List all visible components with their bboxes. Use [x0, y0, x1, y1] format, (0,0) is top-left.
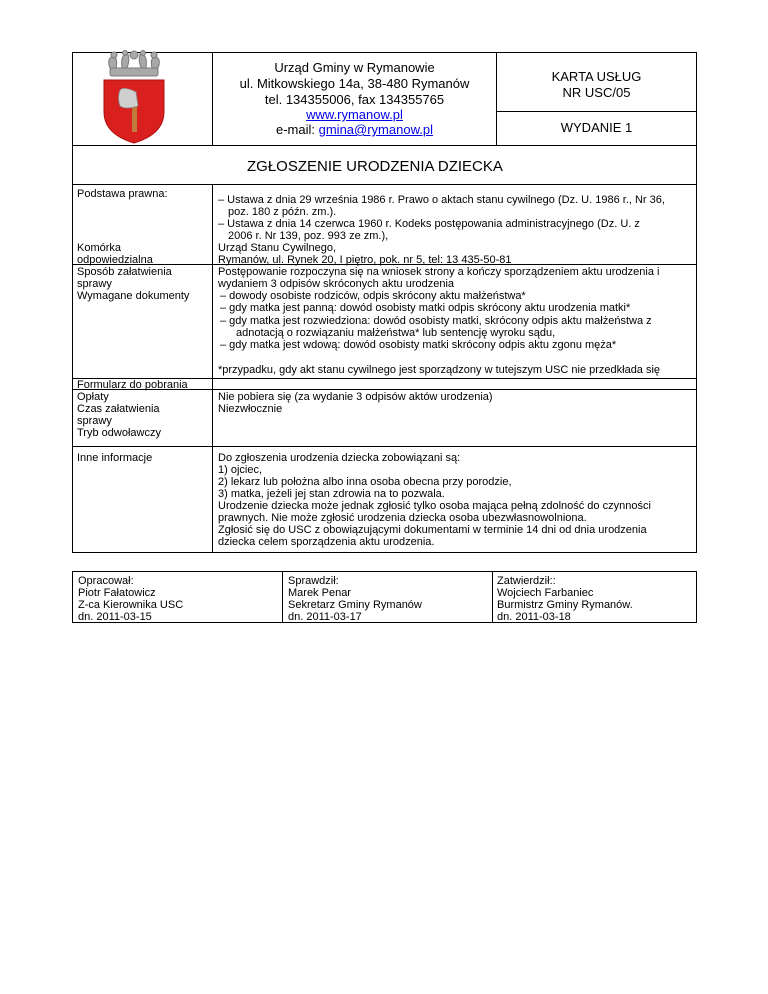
dokumenty-line: – gdy matka jest wdową: dowód osobisty matki skrócony odpis aktu zgonu męża* [220, 339, 617, 351]
label-oplaty: Opłaty [77, 391, 109, 403]
label-podstawa: Podstawa prawna: [77, 188, 168, 200]
office-address: ul. Mitkowskiego 14a, 38-480 Rymanów [239, 76, 470, 91]
podstawa-line: poz. 180 z późn. zm.). [228, 206, 337, 218]
card-number: NR USC/05 [562, 85, 631, 100]
podstawa-line: 2006 r. Nr 139, poz. 993 ze zm.), [228, 230, 389, 242]
czas-value: Niezwłocznie [218, 403, 283, 415]
komorka-line: Rymanów, ul. Rynek 20, I piętro, pok. nr 5, tel: 13 435-50-81 [218, 254, 512, 266]
dokumenty-line: adnotacją o rozwiązaniu małżeństwa* lub sentencję wyroku sądu, [236, 327, 556, 339]
label-dokumenty: Wymagane dokumenty [77, 290, 190, 302]
inne-line: prawnych. Nie może zgłosić urodzenia dziecka osoba ubezwłasnowolniona. [218, 512, 587, 524]
dokumenty-line: – gdy matka jest rozwiedziona: dowód osobisty matki, skrócony odpis aktu małżeństwa z [220, 315, 652, 327]
email-label: e-mail: [276, 122, 319, 137]
inne-line: 1) ojciec, [218, 464, 263, 476]
sig-prepared-name: Piotr Fałatowicz [78, 587, 156, 599]
oplaty-value: Nie pobiera się (za wydanie 3 odpisów aktów urodzenia) [218, 391, 493, 403]
card-title: KARTA USŁUG [551, 69, 642, 84]
inne-line: 2) lekarz lub położna albo inna osoba obecna przy porodzie, [218, 476, 512, 488]
inne-line: 3) matka, jeżeli jej stan zdrowia na to pozwala. [218, 488, 445, 500]
sig-approved-title: Burmistrz Gminy Rymanów. [497, 599, 633, 611]
inne-line: Urodzenie dziecka może jednak zgłosić tylko osoba mająca pełną zdolność do czynności [218, 500, 651, 512]
sig-prepared-date: dn. 2011-03-15 [78, 611, 152, 623]
document-title: ZGŁOSZENIE URODZENIA DZIECKA [247, 158, 503, 175]
website-link[interactable]: www.rymanow.pl [306, 107, 403, 122]
dokumenty-footnote: *przypadku, gdy akt stanu cywilnego jest sporządzony w tutejszym USC nie przedkłada się [218, 364, 661, 376]
dokumenty-line: – gdy matka jest panną: dowód osobisty matki odpis skrócony aktu urodzenia matki* [220, 302, 631, 314]
inne-line: dziecka celem sporządzenia aktu urodzenia. [218, 536, 435, 548]
edition-label: WYDANIE 1 [560, 120, 633, 135]
sposob-line: Postępowanie rozpoczyna się na wniosek strony a kończy sporządzeniem aktu urodzenia i [218, 266, 660, 278]
sig-approved-date: dn. 2011-03-18 [497, 611, 571, 623]
email-link[interactable]: gmina@rymanow.pl [318, 122, 433, 137]
label-czas-1: Czas załatwienia [77, 403, 160, 415]
label-sposob-2: sprawy [77, 278, 112, 290]
label-inne: Inne informacje [77, 452, 153, 464]
label-tryb: Tryb odwoławczy [77, 427, 161, 439]
sig-approved-role: Zatwierdził:: [497, 575, 556, 587]
office-phone: tel. 134355006, fax 134355765 [264, 92, 445, 107]
label-komorka-2: odpowiedzialna [77, 254, 153, 266]
inne-line: Zgłosić się do USC z obowiązującymi dokumentami w terminie 14 dni od dnia urodzenia [218, 524, 647, 536]
sposob-line: wydaniem 3 odpisów skróconych aktu urodzenia [218, 278, 455, 290]
komorka-line: Urząd Stanu Cywilnego, [218, 242, 337, 254]
label-sposob-1: Sposób załatwienia [77, 266, 172, 278]
sig-checked-title: Sekretarz Gminy Rymanów [288, 599, 422, 611]
sig-approved-name: Wojciech Farbaniec [497, 587, 594, 599]
label-komorka-1: Komórka [77, 242, 122, 254]
sig-checked-name: Marek Penar [288, 587, 351, 599]
podstawa-line: – Ustawa z dnia 29 września 1986 r. Prawo o aktach stanu cywilnego (Dz. U. 1986 r., Nr 36, [218, 194, 665, 206]
label-czas-2: sprawy [77, 415, 112, 427]
label-formularz: Formularz do pobrania [77, 379, 188, 391]
office-name: Urząd Gminy w Rymanowie [274, 60, 435, 75]
inne-line: Do zgłoszenia urodzenia dziecka zobowiązani są: [218, 452, 461, 464]
dokumenty-line: – dowody osobiste rodziców, odpis skrócony aktu małżeństwa* [220, 290, 526, 302]
sig-prepared-role: Opracował: [78, 575, 134, 587]
sig-checked-role: Sprawdził: [288, 575, 339, 587]
coat-of-arms-logo [94, 50, 174, 145]
sig-prepared-title: Z-ca Kierownika USC [78, 599, 184, 611]
podstawa-line: – Ustawa z dnia 14 czerwca 1960 r. Kodeks postępowania administracyjnego (Dz. U. z [218, 218, 640, 230]
sig-checked-date: dn. 2011-03-17 [288, 611, 362, 623]
